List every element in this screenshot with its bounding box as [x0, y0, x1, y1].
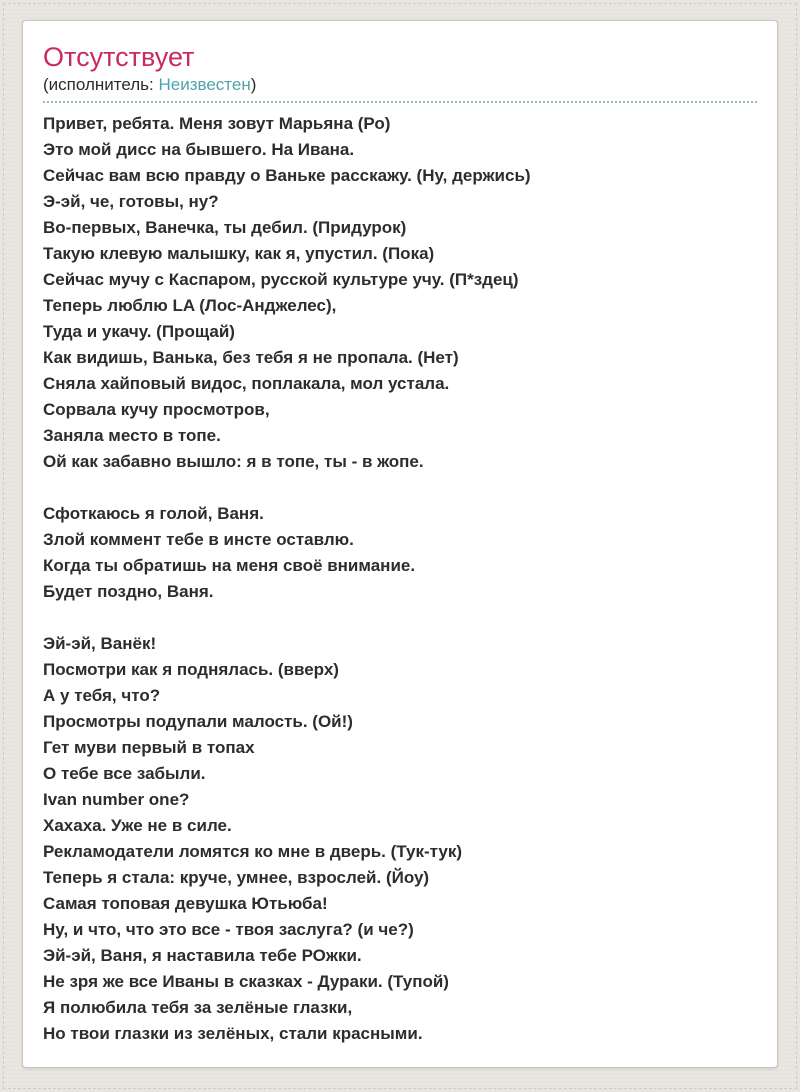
lyric-line: Рекламодатели ломятся ко мне в дверь. (Тук-тук): [43, 842, 463, 861]
lyric-line: Как видишь, Ванька, без тебя я не пропала. (Нет): [43, 348, 459, 367]
lyric-line: Я полюбила тебя за зелёные глазки,: [43, 998, 353, 1017]
song-header: [43, 41, 757, 103]
lyric-line: Сфоткаюсь я голой, Ваня.: [43, 504, 264, 523]
lyric-line: Теперь я стала: круче, умнее, взрослей. (Йоу): [43, 868, 430, 887]
lyric-line: Привет, ребята. Меня зовут Марьяна (Ро): [43, 114, 391, 133]
lyric-line: Просмотры подупали малость. (Ой!): [43, 712, 353, 731]
lyric-line: Ну, и что, что это все - твоя заслуга? (и че?): [43, 920, 414, 939]
lyric-line: Сорвала кучу просмотров,: [43, 400, 270, 419]
lyrics-block: [43, 111, 757, 1047]
lyric-line: Сейчас мучу с Каспаром, русской культуре учу. (П*здец): [43, 270, 519, 289]
lyric-line: Гет муви первый в топах: [43, 738, 255, 757]
lyric-line: Когда ты обратишь на меня своё внимание.: [43, 556, 416, 575]
lyric-line: Будет поздно, Ваня.: [43, 582, 214, 601]
artist-link[interactable]: Неизвестен: [158, 75, 251, 94]
lyric-line: Не зря же все Иваны в сказках - Дураки. (Тупой): [43, 972, 449, 991]
lyric-line: О тебе все забыли.: [43, 764, 206, 783]
lyric-line: [43, 605, 757, 631]
lyrics-card: [22, 20, 778, 1068]
lyric-line: Сняла хайповый видос, поплакала, мол устала.: [43, 374, 450, 393]
lyric-line: [43, 475, 757, 501]
artist-label-prefix: (исполнитель:: [43, 75, 159, 94]
lyric-line: Такую клевую малышку, как я, упустил. (Пока): [43, 244, 435, 263]
lyric-line: Ой как забавно вышло: я в топе, ты - в жопе.: [43, 452, 424, 471]
lyric-line: Эй-эй, Ванёк!: [43, 634, 157, 653]
lyric-line: Во-первых, Ванечка, ты дебил. (Придурок): [43, 218, 407, 237]
lyric-line: Но твои глазки из зелёных, стали красными.: [43, 1024, 423, 1043]
lyric-line: Самая топовая девушка Ютьюба!: [43, 894, 328, 913]
lyric-line: Посмотри как я поднялась. (вверх): [43, 660, 339, 679]
lyric-line: Злой коммент тебе в инсте оставлю.: [43, 530, 354, 549]
lyric-line: А у тебя, что?: [43, 686, 161, 705]
artist-label-suffix: ): [250, 75, 257, 94]
lyric-line: Туда и укачу. (Прощай): [43, 322, 235, 341]
lyric-line: Сейчас вам всю правду о Ваньке расскажу. (Ну, держись): [43, 166, 531, 185]
lyric-line: Хахаха. Уже не в силе.: [43, 816, 232, 835]
lyric-line: Это мой дисс на бывшего. На Ивана.: [43, 140, 355, 159]
lyric-line: Заняла место в топе.: [43, 426, 221, 445]
page-title: Отсутствует: [43, 42, 195, 72]
lyric-line: Ivan number one?: [43, 790, 190, 809]
lyric-line: Эй-эй, Ваня, я наставила тебе РОжки.: [43, 946, 362, 965]
artist-line: [43, 73, 757, 96]
lyric-line: Э-эй, че, готовы, ну?: [43, 192, 219, 211]
lyric-line: Теперь люблю LA (Лос-Анджелес),: [43, 296, 337, 315]
